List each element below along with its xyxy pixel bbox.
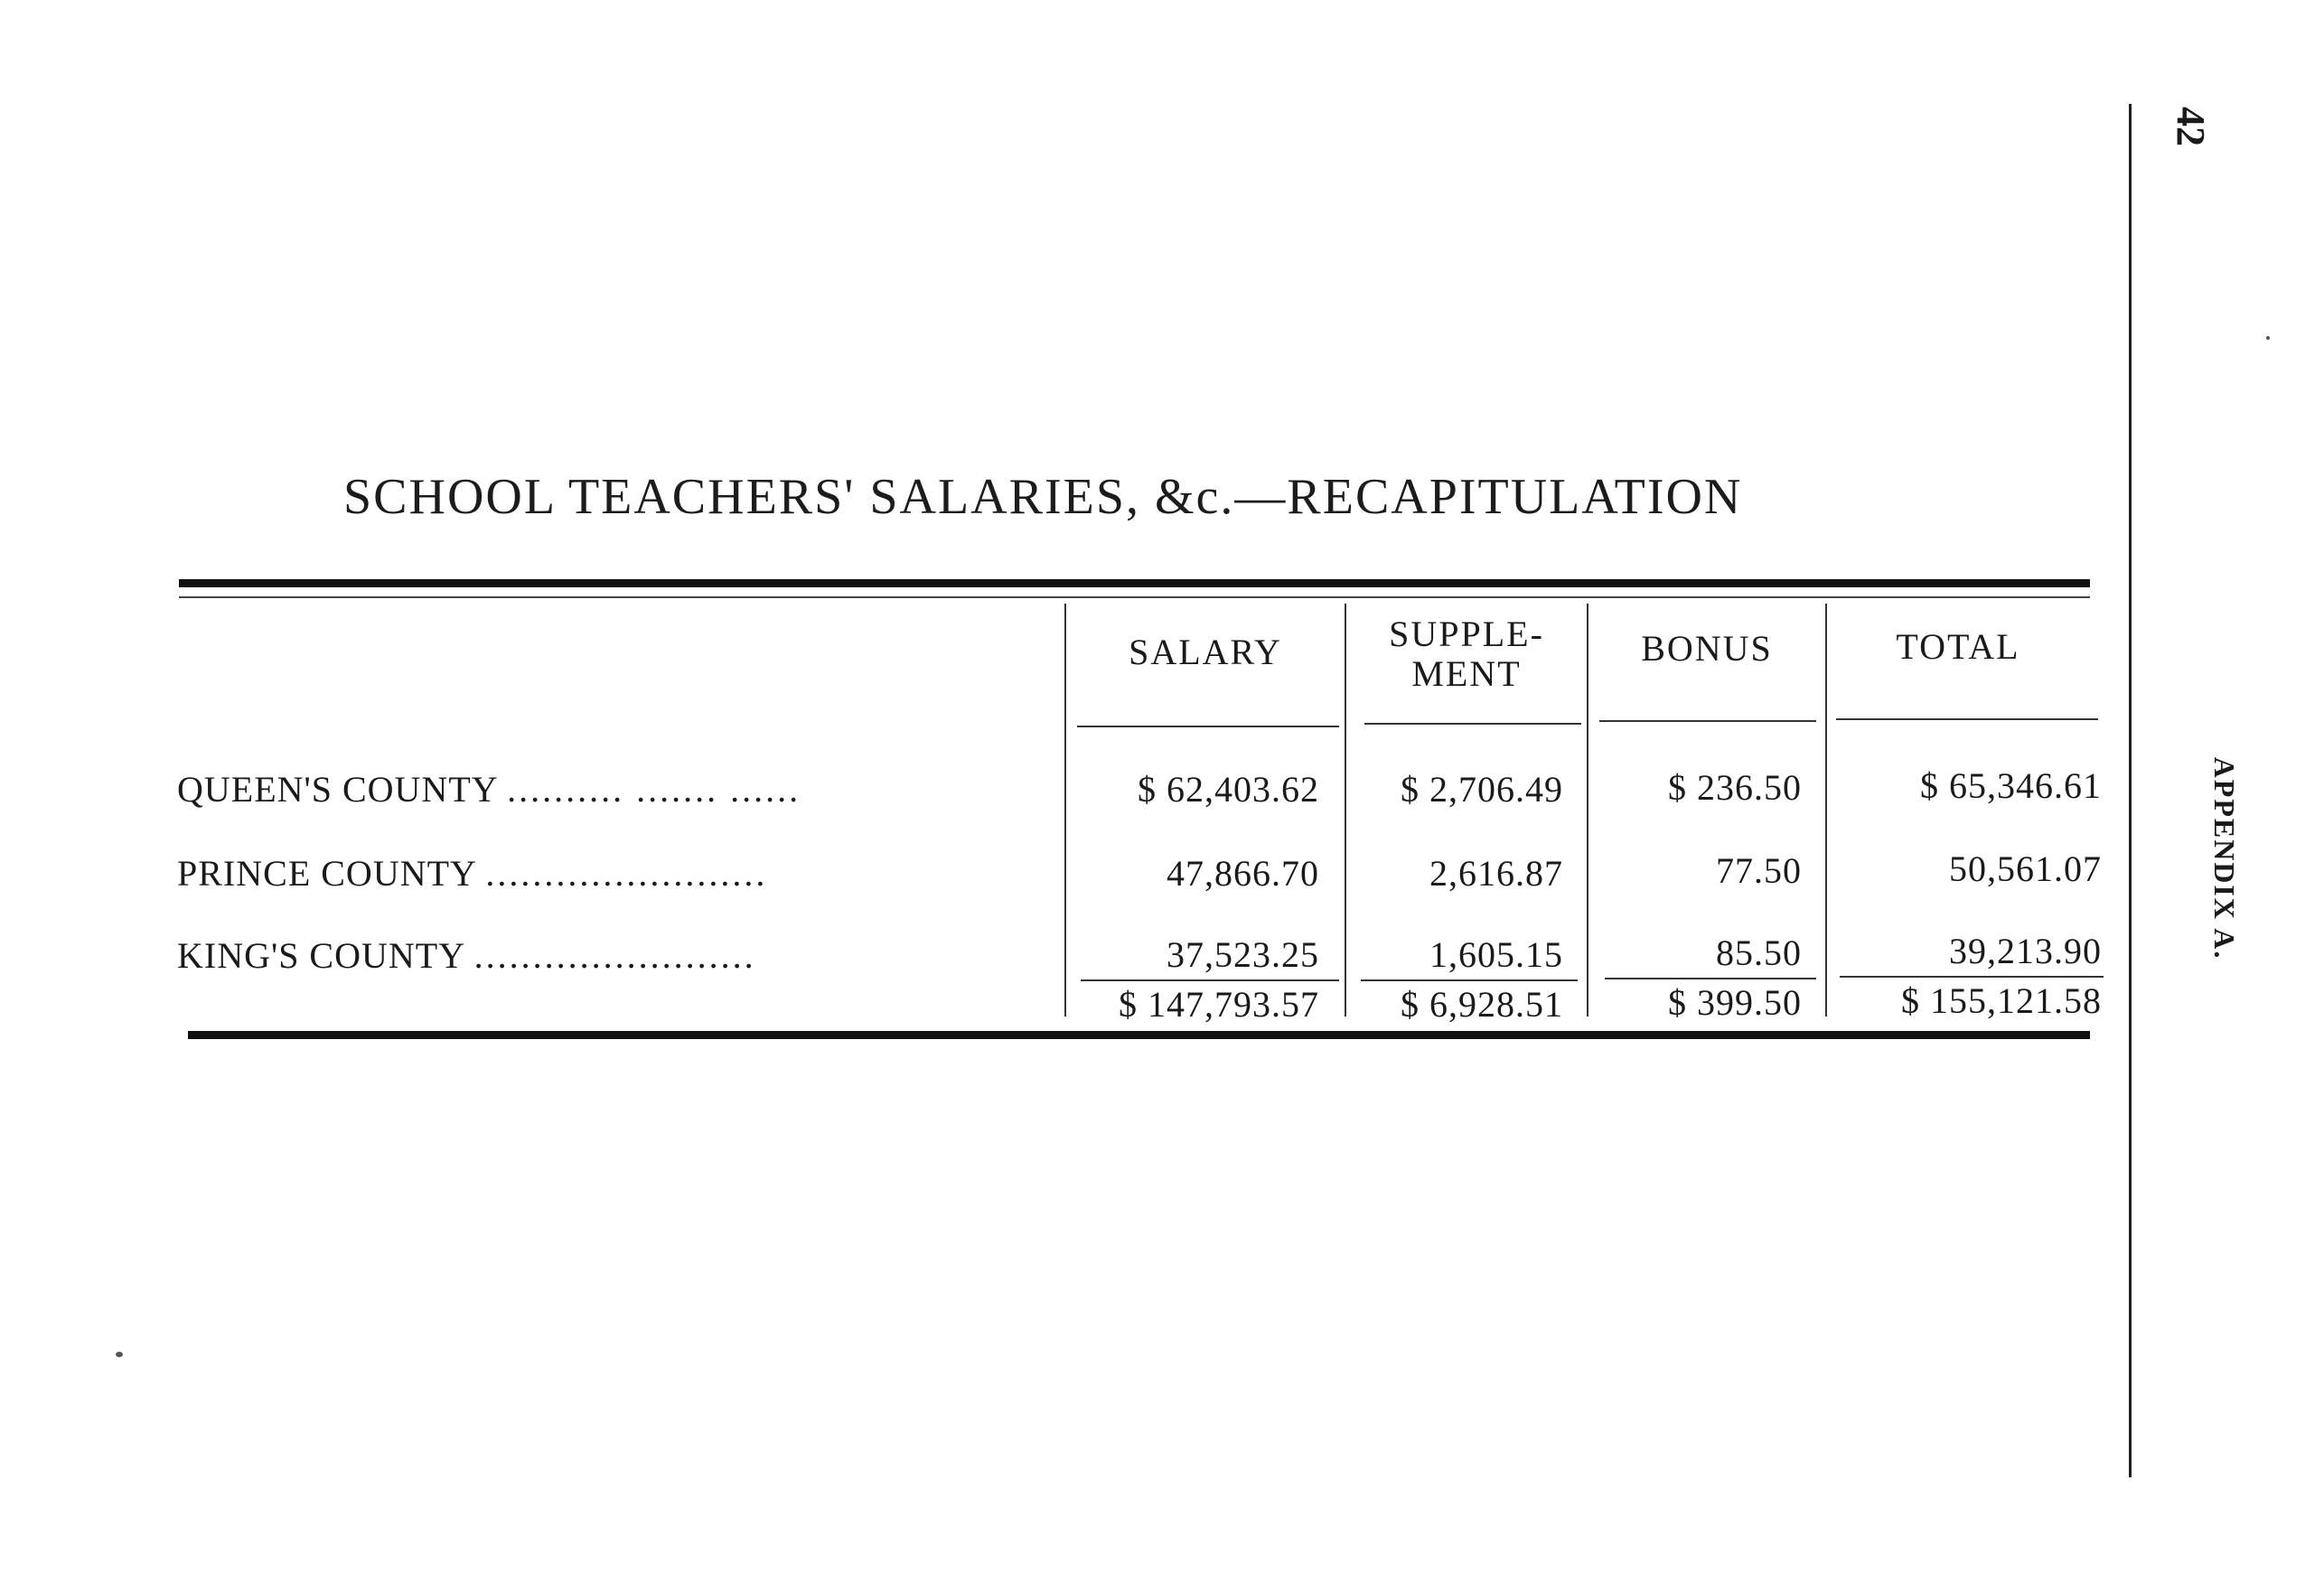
total-grand: $ 155,121.58 — [1901, 980, 2102, 1021]
cell-kings-total: 39,213.90 — [1949, 931, 2102, 971]
sum-rule — [1840, 976, 2104, 978]
column-header-bonus: BONUS — [1641, 628, 1773, 669]
leader-dots: .......... ....... ...... — [507, 769, 801, 810]
header-underline — [1364, 723, 1581, 725]
cell-prince-total: 50,561.07 — [1949, 848, 2102, 889]
sum-rule — [1361, 979, 1578, 981]
top-rule-thick — [179, 579, 2090, 587]
total-bonus: $ 399.50 — [1668, 982, 1802, 1023]
column-header-total: TOTAL — [1896, 626, 2020, 667]
cell-queens-total: $ 65,346.61 — [1920, 765, 2102, 806]
row-label-text: KING'S COUNTY — [177, 935, 464, 976]
top-rule-thin — [179, 596, 2090, 598]
leader-dots: ........................ — [485, 853, 768, 894]
scan-speck — [2266, 336, 2270, 340]
cell-kings-supplement: 1,605.15 — [1429, 934, 1563, 975]
bottom-rule — [188, 1031, 2090, 1039]
margin-line — [2129, 104, 2132, 1477]
total-salary: $ 147,793.57 — [1119, 984, 1319, 1025]
header-underline — [1836, 718, 2098, 720]
column-header-salary: SALARY — [1129, 632, 1282, 672]
sum-rule — [1605, 978, 1816, 979]
header-underline — [1077, 726, 1339, 727]
header-underline — [1599, 720, 1816, 722]
page-title: SCHOOL TEACHERS' SALARIES, &c.—RECAPITULATION — [343, 469, 1743, 525]
scan-speck — [116, 1352, 123, 1357]
sum-rule — [1081, 979, 1339, 981]
column-header-supplement-text: SUPPLE- MENT — [1389, 614, 1544, 694]
row-label-kings — [177, 934, 1063, 977]
leader-dots: ........................ — [473, 935, 756, 976]
cell-prince-bonus: 77.50 — [1716, 850, 1802, 891]
column-header-supplement — [1346, 614, 1587, 694]
cell-queens-bonus: $ 236.50 — [1668, 767, 1802, 808]
cell-kings-bonus: 85.50 — [1716, 932, 1802, 973]
cell-queens-supplement: $ 2,706.49 — [1401, 769, 1563, 810]
total-supplement: $ 6,928.51 — [1401, 984, 1563, 1025]
row-label-text: QUEEN'S COUNTY — [177, 769, 498, 810]
row-label-prince — [177, 852, 1063, 895]
page-number: 42 — [2169, 107, 2213, 146]
row-label-queens — [177, 768, 1063, 810]
cell-queens-salary: $ 62,403.62 — [1138, 769, 1319, 810]
cell-prince-supplement: 2,616.87 — [1429, 853, 1563, 894]
row-label-text: PRINCE COUNTY — [177, 853, 476, 894]
appendix-label: APPENDIX A. — [2208, 756, 2241, 960]
cell-prince-salary: 47,866.70 — [1167, 853, 1319, 894]
cell-kings-salary: 37,523.25 — [1167, 934, 1319, 975]
